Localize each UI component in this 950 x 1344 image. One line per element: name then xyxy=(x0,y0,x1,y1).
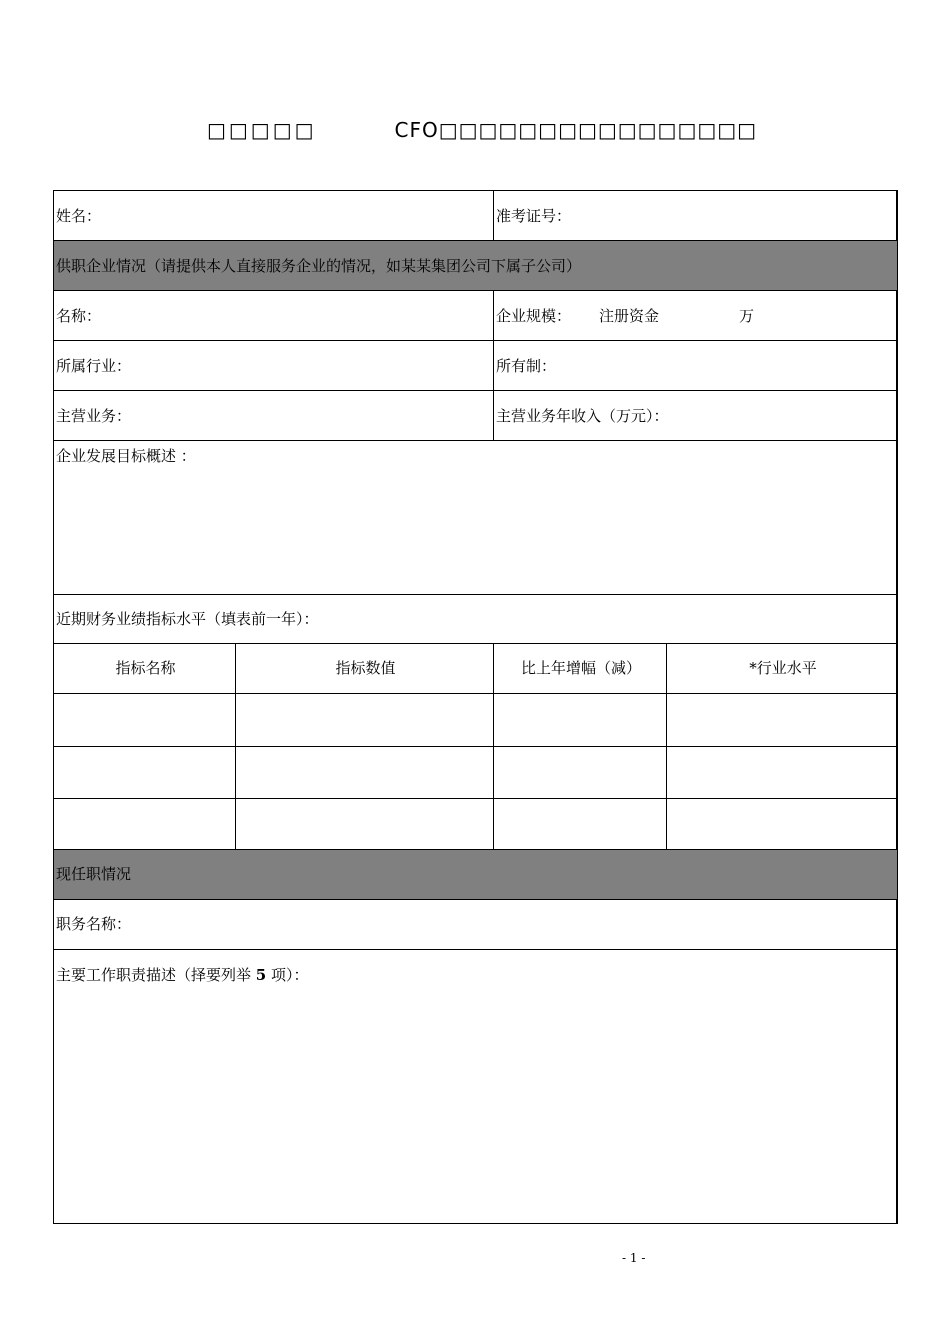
finance-label: 近期财务业绩指标水平（填表前一年）： xyxy=(56,610,319,628)
exam-id-label: 准考证号： xyxy=(496,207,572,225)
duties-count: 5 xyxy=(255,966,267,984)
section-company-header: 供职企业情况（请提供本人直接服务企业的情况，如某某集团公司下属子公司） xyxy=(56,257,582,275)
page-number: - 1 - xyxy=(622,1251,646,1265)
table-header-indicator: 指标名称 xyxy=(115,659,176,677)
table-header-growth: 比上年增幅（减） xyxy=(520,659,641,677)
duties-label-text-end: 项）： xyxy=(266,966,309,984)
title-prefix: □□□□□ xyxy=(207,118,317,142)
table-header-industry: *行业水平 xyxy=(749,659,817,677)
section-position-header: 现任职情况 xyxy=(56,865,132,883)
industry-label: 所属行业： xyxy=(56,357,132,375)
capital-label: 注册资金 xyxy=(599,307,660,325)
scale-label: 企业规模： xyxy=(496,307,572,325)
revenue-label: 主营业务年收入（万元）： xyxy=(496,407,669,425)
position-label: 职务名称： xyxy=(56,915,132,933)
table-row[interactable] xyxy=(54,747,897,798)
company-name-label: 名称： xyxy=(56,307,102,325)
duties-label-text: 主要工作职责描述（择要列举 xyxy=(56,966,256,984)
table-row[interactable] xyxy=(54,694,897,746)
name-label: 姓名： xyxy=(56,207,102,225)
form-title xyxy=(207,118,757,142)
table-header-value: 指标数值 xyxy=(335,659,396,677)
duties-label xyxy=(54,965,309,985)
section-header-bg xyxy=(54,849,897,899)
application-form-table xyxy=(53,190,898,1224)
main-business-label: 主营业务： xyxy=(56,407,132,425)
capital-unit: 万 xyxy=(739,307,755,325)
title-main: CFO□□□□□□□□□□□□□□□□ xyxy=(394,118,758,142)
ownership-label: 所有制： xyxy=(496,357,557,375)
goals-label: 企业发展目标概述 ： xyxy=(56,447,196,465)
table-row[interactable] xyxy=(54,799,897,849)
company-scale-label xyxy=(494,306,754,326)
